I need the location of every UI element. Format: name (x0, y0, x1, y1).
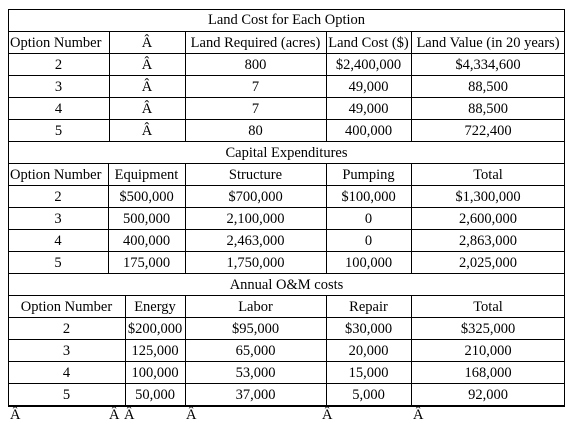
capex-row-3-option: 3 (54, 211, 62, 227)
capex-row-4-structure: 2,463,000 (226, 233, 285, 249)
col-rule-om (411, 295, 412, 405)
capex-row-2-option: 2 (54, 189, 62, 205)
rule-om-row (8, 383, 565, 384)
land-row-4-required: 7 (251, 101, 260, 117)
om-row-2-labor: $95,000 (231, 321, 280, 337)
rule-land-row (8, 75, 565, 76)
land-row-2-option: 2 (54, 57, 63, 73)
capex-row-3-total: 2,600,000 (459, 211, 517, 227)
capex-row-2-equipment: $500,000 (119, 189, 174, 205)
rule-capex-row (8, 229, 565, 230)
land-row-3-cost: 49,000 (348, 79, 389, 95)
col-rule-capex (326, 163, 327, 273)
capex-header-option-number: Option Number (10, 167, 102, 183)
rule-capex-header-bottom (8, 185, 565, 186)
capex-row-2-structure: $700,000 (228, 189, 283, 205)
capex-row-5-option: 5 (54, 255, 62, 271)
om-row-2-total: $325,000 (460, 321, 516, 337)
om-row-5-energy: 50,000 (135, 387, 175, 403)
rule-om-row (8, 339, 565, 340)
om-row-4-labor: 53,000 (235, 365, 276, 381)
om-row-3-option: 3 (62, 343, 71, 359)
table-border-bottom (8, 406, 565, 407)
om-row-3-energy: 125,000 (131, 343, 179, 359)
rule-land-row (8, 97, 565, 98)
land-row-3-blank: Â (141, 79, 153, 95)
capex-row-4-option: 4 (54, 233, 62, 249)
om-title: Annual O&M costs (229, 277, 344, 293)
capex-row-5-structure: 1,750,000 (226, 255, 285, 271)
footer-cell: Â (124, 407, 135, 423)
capex-header-equipment: Equipment (114, 167, 179, 183)
capex-row-2-total: $1,300,000 (455, 189, 521, 205)
capex-row-5-total: 2,025,000 (459, 255, 517, 271)
om-row-4-repair: 15,000 (348, 365, 389, 381)
capex-title: Capital Expenditures (225, 145, 348, 161)
col-rule-land (109, 31, 110, 141)
rule-capex-row (8, 207, 565, 208)
rule-om-header-bottom (8, 317, 565, 318)
footer-cell: Â (322, 407, 333, 423)
capex-header-structure: Structure (228, 167, 283, 183)
table-border-right (564, 9, 565, 407)
land-header-blank: Â (141, 35, 153, 51)
land-header-land-cost: Land Cost ($) (328, 35, 409, 51)
footer-cell: Â (109, 407, 120, 423)
capex-header-pumping: Pumping (342, 167, 395, 183)
om-row-5-labor: 37,000 (235, 387, 276, 403)
capex-row-3-equipment: 500,000 (122, 211, 171, 227)
rule-om-row (8, 361, 565, 362)
capex-row-4-pumping: 0 (364, 233, 373, 249)
capex-row-4-equipment: 400,000 (122, 233, 171, 249)
land-row-5-blank: Â (141, 123, 153, 139)
col-rule-om (326, 295, 327, 405)
rule-capex-row (8, 251, 565, 252)
col-rule-land (411, 31, 412, 141)
footer-cell: Â (413, 407, 424, 423)
capex-row-3-structure: 2,100,000 (226, 211, 285, 227)
om-row-2-option: 2 (62, 321, 71, 337)
om-row-4-energy: 100,000 (131, 365, 179, 381)
om-header-labor: Labor (238, 299, 273, 315)
om-row-3-repair: 20,000 (348, 343, 389, 359)
capex-row-5-pumping: 100,000 (344, 255, 393, 271)
footer-cell: Â (10, 407, 21, 423)
land-row-5-required: 80 (248, 123, 263, 139)
land-row-2-blank: Â (141, 57, 153, 73)
capex-row-2-pumping: $100,000 (341, 189, 396, 205)
rule-capex-title-top (8, 141, 565, 142)
om-row-2-energy: $200,000 (127, 321, 183, 337)
col-rule-land (185, 31, 186, 141)
col-rule-capex (185, 163, 186, 273)
land-header-option-number: Option Number (10, 35, 102, 51)
capex-row-4-total: 2,863,000 (459, 233, 517, 249)
land-cost-title: Land Cost for Each Option (207, 12, 366, 28)
om-header-repair: Repair (349, 299, 388, 315)
om-header-energy: Energy (134, 299, 176, 315)
land-row-5-value: 722,400 (464, 123, 512, 139)
land-row-2-value: $4,334,600 (455, 57, 521, 73)
om-row-5-repair: 5,000 (352, 387, 385, 403)
land-row-3-option: 3 (54, 79, 63, 95)
capex-row-5-equipment: 175,000 (122, 255, 171, 271)
land-row-4-value: 88,500 (468, 101, 508, 117)
footer-cell: Â (186, 407, 197, 423)
land-header-land-required: Land Required (acres) (190, 35, 321, 51)
land-row-5-cost: 400,000 (344, 123, 393, 139)
om-row-5-total: 92,000 (468, 387, 508, 403)
om-row-4-total: 168,000 (464, 365, 512, 381)
land-row-2-required: 800 (244, 57, 267, 73)
rule-land-header-top (8, 31, 565, 32)
rule-om-bottom (8, 405, 565, 406)
rule-om-header-top (8, 295, 565, 296)
rule-land-row (8, 119, 565, 120)
land-row-5-option: 5 (54, 123, 63, 139)
capex-header-total: Total (473, 167, 503, 183)
table-border-left (8, 9, 9, 407)
col-rule-om (125, 295, 126, 405)
col-rule-capex (108, 163, 109, 273)
table-border-top (8, 9, 565, 10)
rule-land-header-bottom (8, 53, 565, 54)
om-row-5-option: 5 (62, 387, 71, 403)
om-row-3-total: 210,000 (464, 343, 512, 359)
land-header-land-value: Land Value (in 20 years) (416, 35, 560, 51)
om-row-4-option: 4 (62, 365, 71, 381)
om-header-option-number: Option Number (20, 299, 113, 315)
col-rule-capex (411, 163, 412, 273)
land-row-3-value: 88,500 (468, 79, 508, 95)
om-row-3-labor: 65,000 (235, 343, 276, 359)
om-row-2-repair: $30,000 (344, 321, 393, 337)
capex-row-3-pumping: 0 (364, 211, 373, 227)
rule-om-title-top (8, 273, 565, 274)
col-rule-land (326, 31, 327, 141)
land-row-4-option: 4 (54, 101, 63, 117)
rule-capex-header-top (8, 163, 565, 164)
land-row-4-cost: 49,000 (348, 101, 389, 117)
col-rule-om (185, 295, 186, 405)
land-row-4-blank: Â (141, 101, 153, 117)
land-row-3-required: 7 (251, 79, 260, 95)
land-row-2-cost: $2,400,000 (335, 57, 402, 73)
om-header-total: Total (473, 299, 503, 315)
